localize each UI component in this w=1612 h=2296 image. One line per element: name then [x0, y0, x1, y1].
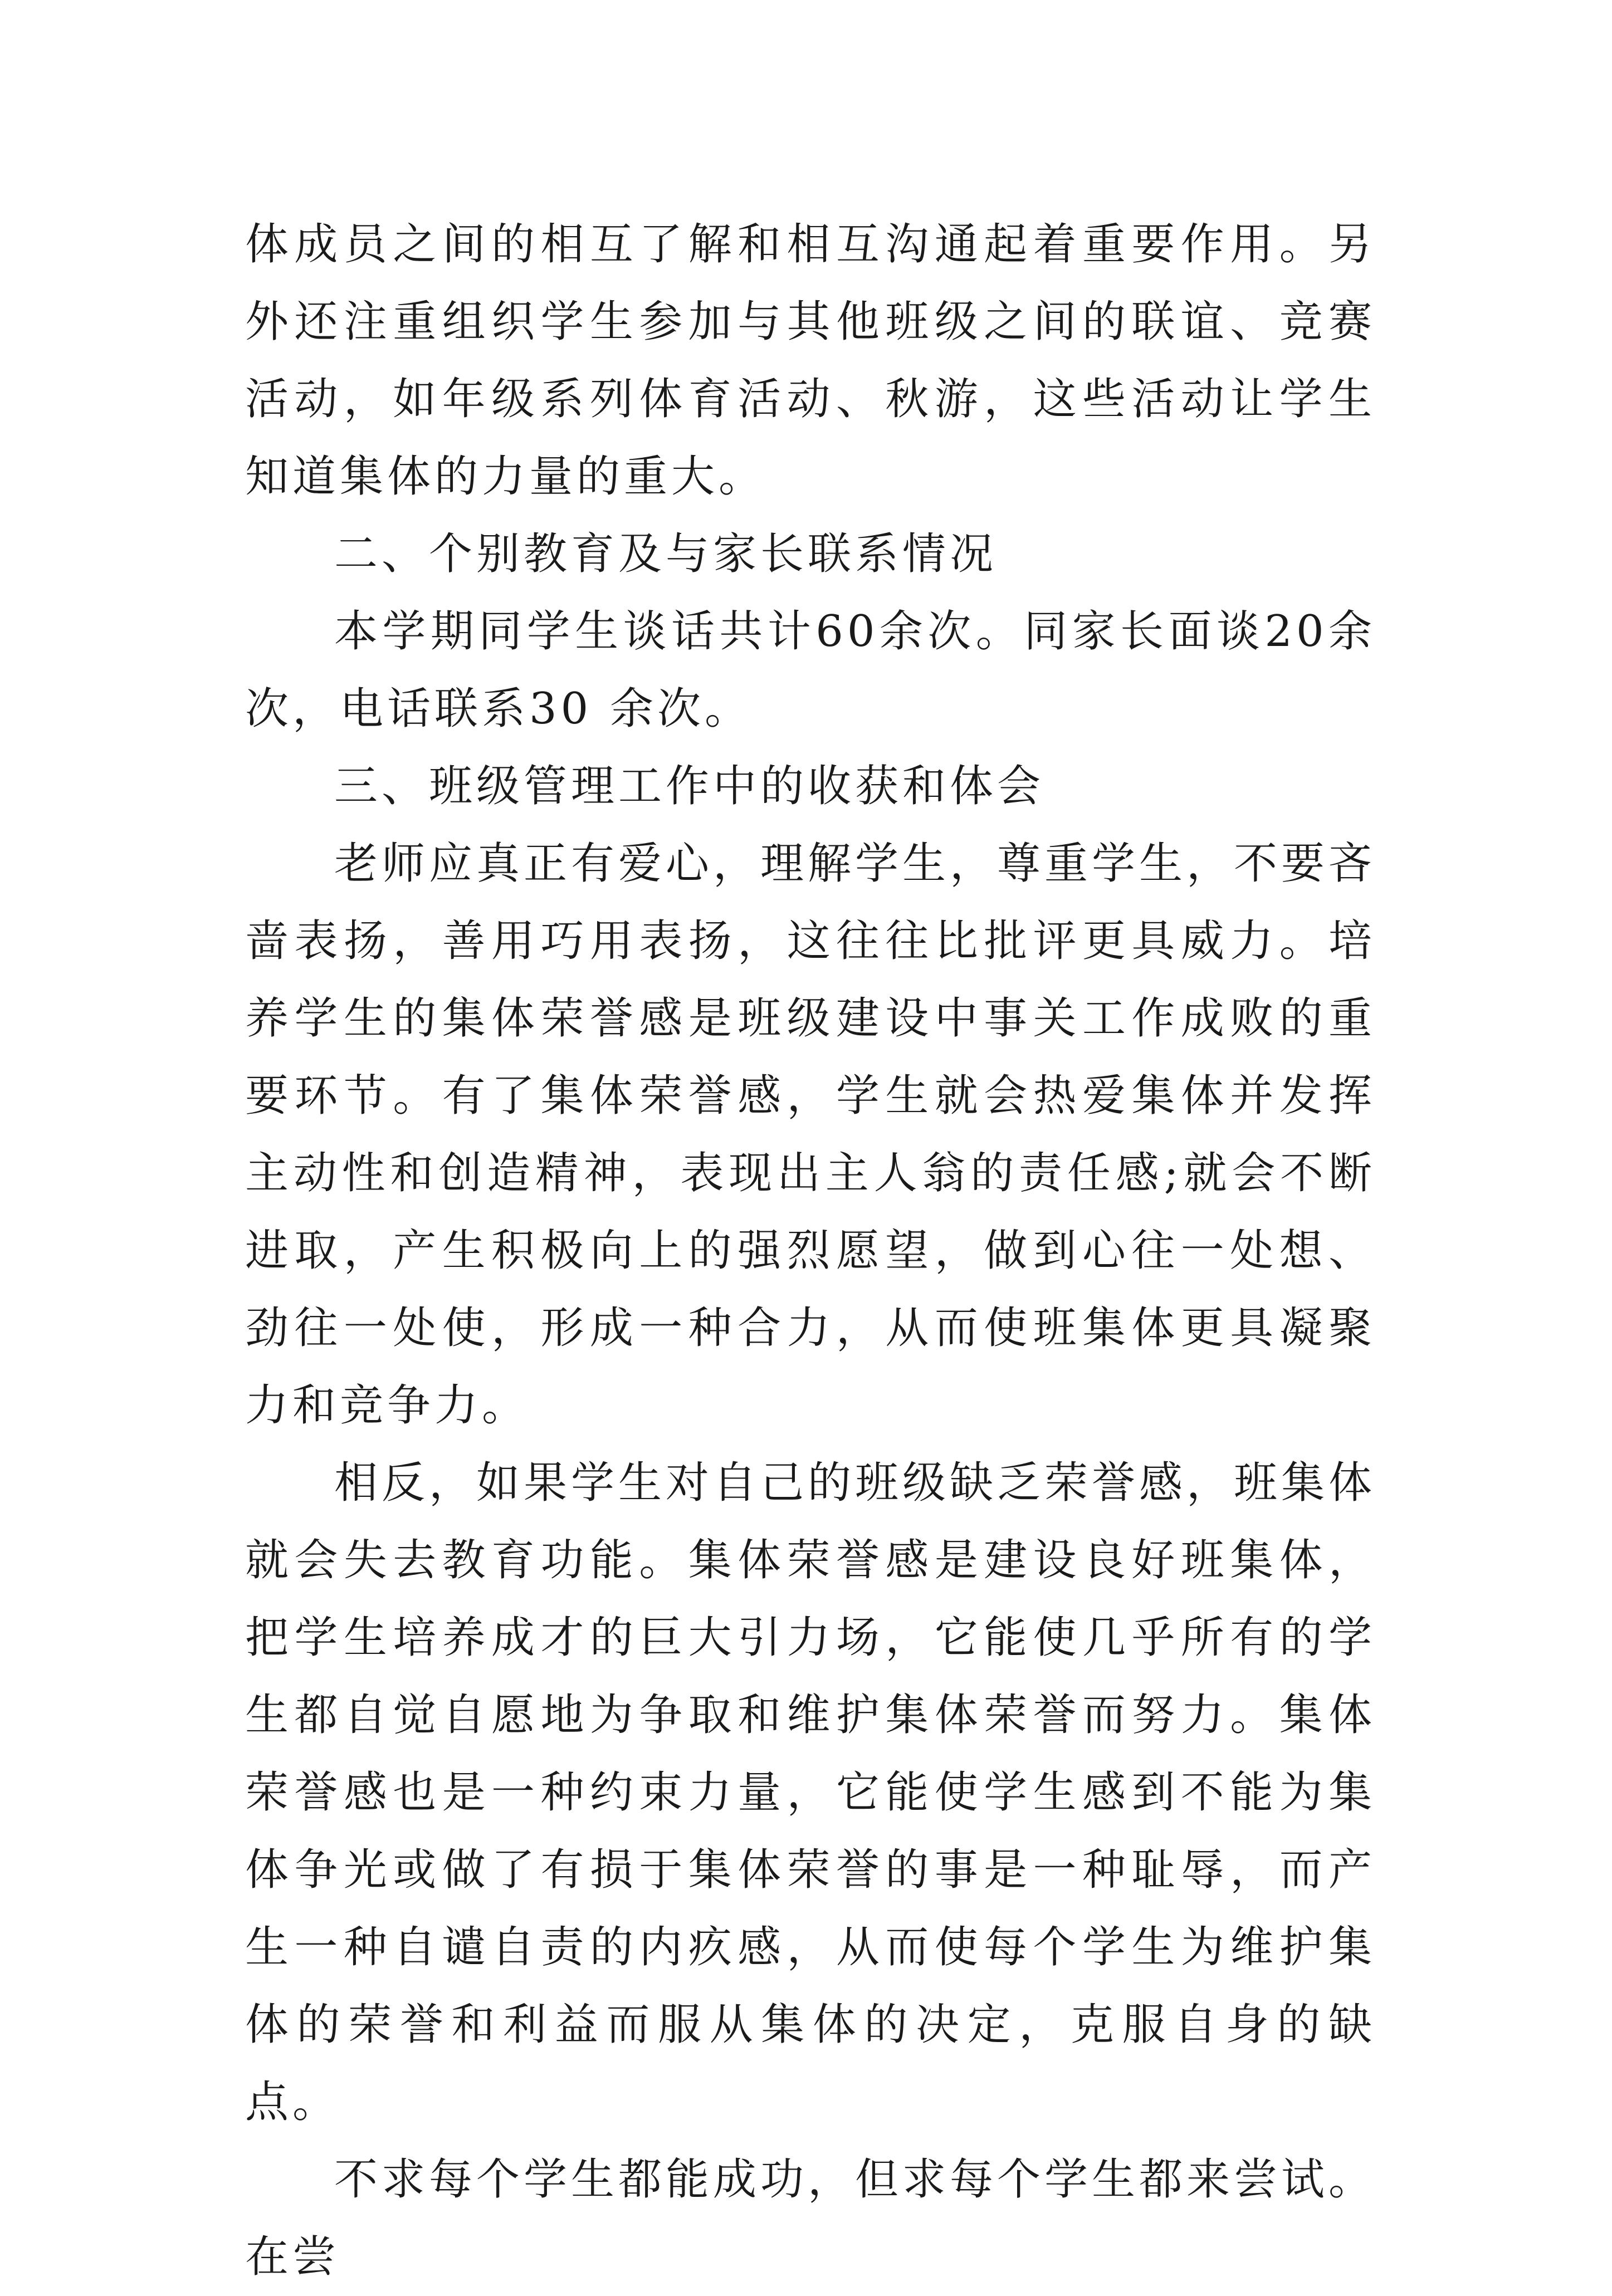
paragraph-teacher-love: 老师应真正有爱心，理解学生，尊重学生，不要吝啬表扬，善用巧用表扬，这往往比批评更具威力。培养学生的集体荣誉感是班级建设中事关工作成败的重要环节。有了集体荣誉感，学生就会热爱集体并发挥主动性和创造精神，表现出主人翁的责任感;就会不断进取，产生积极向上的强烈愿望，做到心往一处想、劲往一处使，形成一种合力，从而使班集体更具凝聚力和竞争力。 — [245, 839, 1376, 1431]
paragraph-talk-statistics: 本学期同学生谈话共计60余次。同家长面谈20余次，电话联系30 余次。 — [245, 606, 1376, 734]
paragraph-group-activities: 体成员之间的相互了解和相互沟通起着重要作用。另外还注重组织学生参加与其他班级之间的联谊、竞赛活动，如年级系列体育活动、秋游，这些活动让学生知道集体的力量的重大。 — [245, 219, 1376, 502]
section-heading-individual-education: 二、个别教育及与家长联系情况 — [334, 529, 998, 579]
section-heading-management-insights: 三、班级管理工作中的收获和体会 — [334, 761, 1045, 811]
document-body — [245, 206, 1376, 2296]
paragraph-try-every-student: 不求每个学生都能成功，但求每个学生都来尝试。在尝 — [245, 2155, 1376, 2282]
paragraph-collective-honor: 相反，如果学生对自己的班级缺乏荣誉感，班集体就会失去教育功能。集体荣誉感是建设良好班集体，把学生培养成才的巨大引力场，它能使几乎所有的学生都自觉自愿地为争取和维护集体荣誉而努力。集体荣誉感也是一种约束力量，它能使学生感到不能为集体争光或做了有损于集体荣誉的事是一种耻辱，而产生一种自谴自责的内疚感，从而使每个学生为维护集体的荣誉和利益而服从集体的决定，克服自身的缺点。 — [245, 1458, 1376, 2127]
